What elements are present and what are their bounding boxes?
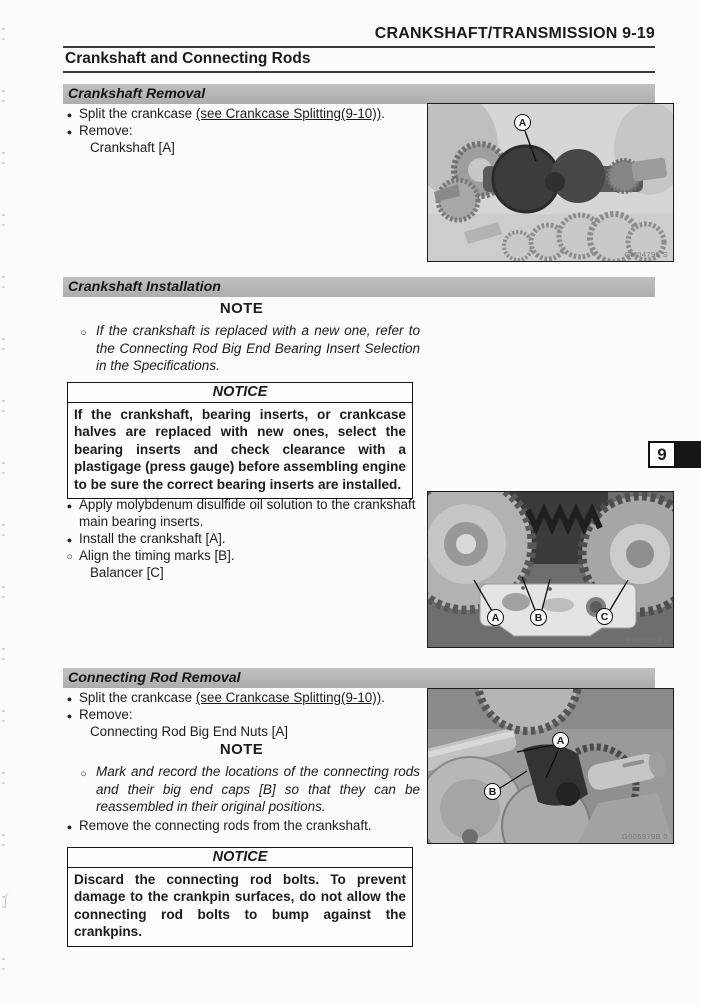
step-sub-item: Connecting Rod Big End Nuts [A] — [90, 723, 288, 739]
step-remove — [63, 707, 423, 724]
callout-b: B — [484, 783, 501, 800]
divider — [63, 46, 655, 48]
scan-artifact-curl — [4, 893, 11, 909]
section-header-crankshaft-removal: Crankshaft Removal — [63, 84, 655, 104]
step-text: Align the timing marks [B]. — [79, 547, 235, 563]
notice-heading: NOTICE — [68, 848, 412, 868]
circle-bullet-icon — [78, 323, 89, 343]
note-item — [63, 763, 420, 816]
photo-code: GM04796 S — [624, 250, 668, 259]
note-heading: NOTE — [219, 300, 264, 317]
step-remove-rods — [63, 818, 423, 835]
chapter-tab-ink-block — [676, 441, 701, 468]
notice-text: Discard the connecting rod bolts. To prevent damage to the crankpin surfaces, do not allow the connecting rod bolts to bump against the crankpins. — [74, 872, 406, 940]
notice-box-rod-bolts — [67, 847, 413, 947]
step-text: Remove: — [79, 706, 133, 722]
circle-bullet-icon — [64, 548, 75, 566]
note-text: Mark and record the locations of the connecting rods and their big end caps [B] so that they can be reassembled in their original positions. — [96, 764, 420, 815]
bullet-icon — [64, 707, 75, 725]
bullet-icon — [64, 123, 75, 141]
step-text: Split the crankcase (see Crankcase Splitting(9-10)). — [79, 690, 385, 705]
step-align-timing-marks — [63, 548, 425, 565]
figure-connecting-rod-photo — [427, 688, 674, 844]
callout-a: A — [514, 114, 531, 131]
note-item — [63, 322, 420, 375]
photo-code: G005879B 0 — [621, 832, 668, 841]
note-heading: NOTE — [219, 741, 264, 758]
step-text: Remove the connecting rods from the crankshaft. — [79, 818, 372, 833]
callout-b: B — [530, 609, 547, 626]
section-header-crankshaft-installation: Crankshaft Installation — [63, 277, 655, 297]
bullet-icon — [64, 531, 75, 549]
callout-c: C — [596, 608, 613, 625]
crankcase-splitting-link[interactable]: (see Crankcase Splitting(9-10)) — [195, 106, 382, 121]
note-text: If the crankshaft is replaced with a new one, refer to the Connecting Rod Big End Bearing Insert Selection in the Specifications. — [96, 323, 420, 374]
step-text: Remove: — [79, 122, 133, 138]
step-apply-oil — [63, 497, 425, 531]
bullet-icon — [64, 690, 75, 708]
scan-artifacts — [2, 28, 5, 978]
notice-box-bearing-inserts — [67, 382, 413, 499]
callout-a: A — [487, 609, 504, 626]
photo-illustration — [428, 104, 673, 261]
step-sub-item: Balancer [C] — [90, 564, 164, 580]
figure-crankshaft-removal-photo — [427, 103, 674, 262]
circle-bullet-icon — [78, 764, 89, 784]
crankshaft-removal-steps — [63, 106, 423, 157]
notice-heading: NOTICE — [68, 383, 412, 403]
chapter-tab-9 — [648, 441, 701, 468]
crankcase-splitting-link[interactable]: (see Crankcase Splitting(9-10)) — [195, 690, 382, 705]
step-remove — [63, 123, 423, 140]
photo-code: GM04104 J — [625, 636, 668, 645]
bullet-icon — [64, 497, 75, 515]
bullet-icon — [64, 818, 75, 836]
connecting-rod-removal-steps-2 — [63, 818, 423, 835]
notice-text: If the crankshaft, bearing inserts, or crankcase halves are replaced with new ones, select the bearing inserts and check clearance with a plastigage (press gauge) before assembling engine to be sure the correct bearing inserts are installed. — [74, 407, 406, 492]
step-install-crankshaft — [63, 531, 425, 548]
step-text: Split the crankcase (see Crankcase Splitting(9-10)). — [79, 106, 385, 121]
callout-a: A — [552, 732, 569, 749]
chapter-tab-number: 9 — [648, 441, 676, 468]
photo-illustration — [428, 492, 673, 647]
divider — [63, 71, 655, 73]
chapter-subtitle: Crankshaft and Connecting Rods — [65, 50, 311, 67]
step-split-crankcase — [63, 106, 423, 123]
photo-illustration — [428, 689, 673, 843]
step-split-crankcase — [63, 690, 423, 707]
section-header-connecting-rod-removal: Connecting Rod Removal — [63, 668, 655, 688]
step-text: Apply molybdenum disulfide oil solution to the crankshaft main bearing inserts. — [79, 497, 416, 529]
page-title: CRANKSHAFT/TRANSMISSION 9-19 — [374, 25, 655, 42]
figure-timing-marks-photo — [427, 491, 674, 648]
crankshaft-installation-steps — [63, 497, 425, 582]
step-sub-item: Crankshaft [A] — [90, 139, 175, 155]
step-text: Install the crankshaft [A]. — [79, 530, 226, 546]
connecting-rod-removal-steps — [63, 690, 423, 741]
bullet-icon — [64, 106, 75, 124]
